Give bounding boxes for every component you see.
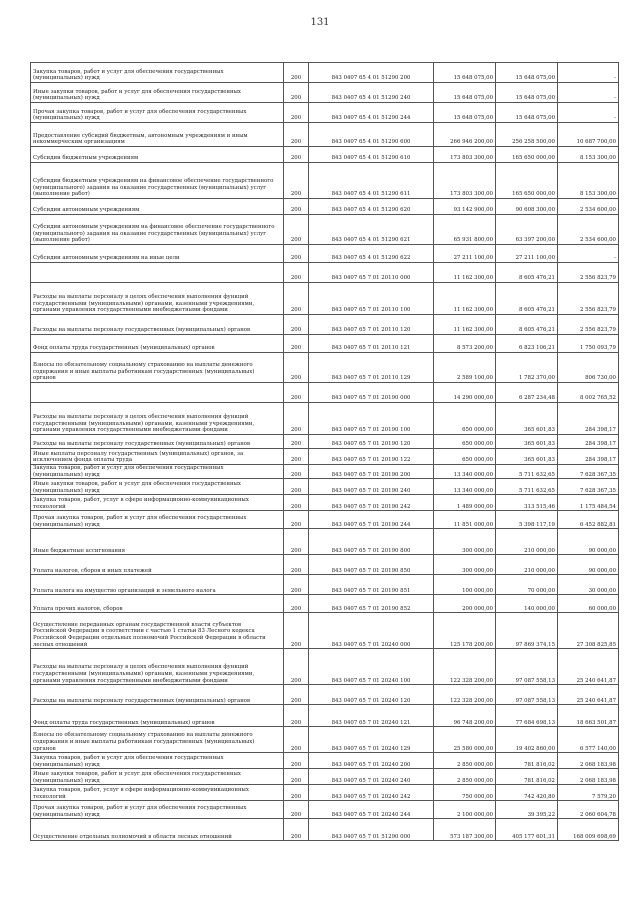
- row-kbk-cell: 843 0407 65 7 01 20190 200: [309, 465, 434, 479]
- row-code-cell: 200: [284, 465, 309, 479]
- row-plan-cell: 25 580 000,00: [434, 727, 496, 753]
- row-code-cell: 200: [284, 215, 309, 245]
- row-rest-cell: 168 009 698,69: [558, 819, 619, 841]
- row-rest-cell: 60 000,00: [558, 595, 619, 613]
- row-code-cell: 200: [284, 705, 309, 727]
- row-name-cell: Субсидии бюджетным учреждениям на финансовое обеспечение государственного (муниципального) задания на оказание государственных (муниципальных) услуг (выполнение работ): [31, 163, 284, 199]
- table-row: [31, 163, 619, 199]
- row-kbk-cell: 843 0407 65 4 01 51290 622: [309, 245, 434, 263]
- row-fact-cell: 781 816,02: [496, 753, 558, 769]
- row-name-cell: Уплата прочих налогов, сборов: [31, 595, 284, 613]
- row-rest-cell: 7 579,20: [558, 785, 619, 801]
- table-row: [31, 495, 619, 511]
- row-fact-cell: 15 648 075,00: [496, 103, 558, 123]
- row-fact-cell: 256 258 500,00: [496, 123, 558, 147]
- row-fact-cell: 97 087 558,13: [496, 685, 558, 705]
- row-code-cell: 200: [284, 263, 309, 283]
- table-row: [31, 83, 619, 103]
- table-row: [31, 479, 619, 495]
- row-fact-cell: 5 398 117,19: [496, 511, 558, 529]
- row-name-cell: Взносы по обязательному социальному страхованию на выплаты денежного содержания и иные выплаты работникам государственных (муниципальных) органов: [31, 353, 284, 383]
- row-fact-cell: 313 515,46: [496, 495, 558, 511]
- table-row: [31, 315, 619, 335]
- row-fact-cell: 781 816,02: [496, 769, 558, 785]
- row-name-cell: Уплата налогов, сборов и иных платежей: [31, 555, 284, 575]
- row-fact-cell: 63 397 200,00: [496, 215, 558, 245]
- row-code-cell: 200: [284, 449, 309, 465]
- table-row: [31, 353, 619, 383]
- row-name-cell: Закупка товаров, работ и услуг для обеспечения государственных (муниципальных) нужд: [31, 753, 284, 769]
- row-rest-cell: 18 663 501,87: [558, 705, 619, 727]
- table-row: [31, 245, 619, 263]
- row-name-cell: Осуществление отдельных полномочий в области лесных отношений: [31, 819, 284, 841]
- row-plan-cell: 266 946 200,00: [434, 123, 496, 147]
- table-row: [31, 335, 619, 353]
- row-name-cell: Расходы на выплаты персоналу государственных (муниципальных) органов: [31, 685, 284, 705]
- row-name-cell: Взносы по обязательному социальному страхованию на выплаты денежного содержания и иные выплаты работникам государственных (муниципальных) органов: [31, 727, 284, 753]
- row-code-cell: 200: [284, 383, 309, 403]
- row-kbk-cell: 843 0407 65 7 01 20240 000: [309, 613, 434, 649]
- row-rest-cell: 90 000,00: [558, 529, 619, 555]
- table-row: [31, 769, 619, 785]
- table-row: [31, 649, 619, 685]
- row-name-cell: Иные закупки товаров, работ и услуг для обеспечения государственных (муниципальных) нужд: [31, 769, 284, 785]
- row-kbk-cell: 843 0407 65 7 01 20240 244: [309, 801, 434, 819]
- row-code-cell: 200: [284, 529, 309, 555]
- row-plan-cell: 65 931 800,00: [434, 215, 496, 245]
- table-row: [31, 435, 619, 449]
- row-name-cell: Иные бюджетные ассигнования: [31, 529, 284, 555]
- row-rest-cell: 7 628 367,35: [558, 465, 619, 479]
- row-kbk-cell: 843 0407 65 7 01 51290 000: [309, 819, 434, 841]
- row-code-cell: 200: [284, 245, 309, 263]
- row-rest-cell: -: [558, 103, 619, 123]
- row-fact-cell: 15 648 075,00: [496, 83, 558, 103]
- table-row: [31, 819, 619, 841]
- table-row: [31, 449, 619, 465]
- row-plan-cell: 573 187 300,00: [434, 819, 496, 841]
- row-kbk-cell: 843 0407 65 7 01 20190 000: [309, 383, 434, 403]
- row-kbk-cell: 843 0407 65 7 01 20190 122: [309, 449, 434, 465]
- table-row: [31, 263, 619, 283]
- row-kbk-cell: 843 0407 65 4 01 51290 620: [309, 199, 434, 215]
- row-rest-cell: 8 153 300,00: [558, 147, 619, 163]
- row-fact-cell: 19 402 860,00: [496, 727, 558, 753]
- table-row: [31, 613, 619, 649]
- row-kbk-cell: 843 0407 65 4 01 51290 240: [309, 83, 434, 103]
- table-row: [31, 685, 619, 705]
- row-rest-cell: 2 556 823,79: [558, 315, 619, 335]
- row-kbk-cell: 843 0407 65 7 01 20110 129: [309, 353, 434, 383]
- row-kbk-cell: 843 0407 65 7 01 20240 200: [309, 753, 434, 769]
- row-kbk-cell: 843 0407 65 7 01 20110 121: [309, 335, 434, 353]
- row-plan-cell: 300 000,00: [434, 555, 496, 575]
- row-plan-cell: 650 000,00: [434, 403, 496, 435]
- row-code-cell: 200: [284, 495, 309, 511]
- page-number: 131: [310, 17, 330, 28]
- row-rest-cell: 10 687 700,00: [558, 123, 619, 147]
- row-kbk-cell: 843 0407 65 7 01 20190 100: [309, 403, 434, 435]
- row-name-cell: Закупка товаров, работ и услуг для обеспечения государственных (муниципальных) нужд: [31, 63, 284, 83]
- row-rest-cell: 8 153 300,00: [558, 163, 619, 199]
- row-plan-cell: 11 162 300,00: [434, 283, 496, 315]
- row-plan-cell: 173 803 300,00: [434, 163, 496, 199]
- row-plan-cell: 11 162 300,00: [434, 263, 496, 283]
- row-fact-cell: 77 684 698,13: [496, 705, 558, 727]
- row-code-cell: 200: [284, 575, 309, 595]
- row-code-cell: 200: [284, 479, 309, 495]
- table-row: [31, 199, 619, 215]
- row-name-cell: [31, 263, 284, 283]
- row-plan-cell: 14 290 000,00: [434, 383, 496, 403]
- row-kbk-cell: 843 0407 65 4 01 51290 610: [309, 147, 434, 163]
- table-row: [31, 403, 619, 435]
- row-code-cell: 200: [284, 785, 309, 801]
- row-fact-cell: 5 711 632,65: [496, 465, 558, 479]
- row-plan-cell: 2 850 000,00: [434, 769, 496, 785]
- table-row: [31, 753, 619, 769]
- row-fact-cell: 6 287 234,48: [496, 383, 558, 403]
- table-row: [31, 103, 619, 123]
- row-fact-cell: 365 601,83: [496, 449, 558, 465]
- row-rest-cell: 6 577 140,00: [558, 727, 619, 753]
- row-rest-cell: 25 240 641,87: [558, 685, 619, 705]
- row-code-cell: 200: [284, 769, 309, 785]
- row-name-cell: Субсидии автономным учреждениям на финансовое обеспечение государственного (муниципального) задания на оказание государственных (муниципальных) услуг (выполнение работ): [31, 215, 284, 245]
- row-kbk-cell: 843 0407 65 7 01 20190 850: [309, 555, 434, 575]
- table-row: [31, 555, 619, 575]
- row-code-cell: 200: [284, 315, 309, 335]
- row-plan-cell: 15 648 075,00: [434, 63, 496, 83]
- row-code-cell: 200: [284, 353, 309, 383]
- row-rest-cell: 8 002 765,52: [558, 383, 619, 403]
- row-rest-cell: 2 060 604,78: [558, 801, 619, 819]
- row-plan-cell: 122 328 200,00: [434, 649, 496, 685]
- row-code-cell: 200: [284, 123, 309, 147]
- row-fact-cell: 15 648 075,00: [496, 63, 558, 83]
- row-rest-cell: 284 398,17: [558, 435, 619, 449]
- row-code-cell: 200: [284, 335, 309, 353]
- row-code-cell: 200: [284, 685, 309, 705]
- row-name-cell: Закупка товаров, работ и услуг для обеспечения государственных (муниципальных) нужд: [31, 465, 284, 479]
- row-rest-cell: 284 398,17: [558, 449, 619, 465]
- row-fact-cell: 405 177 601,31: [496, 819, 558, 841]
- row-plan-cell: 650 000,00: [434, 435, 496, 449]
- row-rest-cell: 30 000,00: [558, 575, 619, 595]
- row-code-cell: 200: [284, 403, 309, 435]
- row-plan-cell: 2 589 100,00: [434, 353, 496, 383]
- report-table-body: [31, 63, 619, 841]
- row-name-cell: Иные закупки товаров, работ и услуг для обеспечения государственных (муниципальных) нужд: [31, 479, 284, 495]
- row-kbk-cell: 843 0407 65 7 01 20240 121: [309, 705, 434, 727]
- row-name-cell: Фонд оплаты труда государственных (муниципальных) органов: [31, 705, 284, 727]
- row-code-cell: 200: [284, 83, 309, 103]
- row-fact-cell: 742 420,80: [496, 785, 558, 801]
- row-rest-cell: -: [558, 245, 619, 263]
- row-code-cell: 200: [284, 511, 309, 529]
- table-row: [31, 785, 619, 801]
- table-row: [31, 727, 619, 753]
- row-plan-cell: 15 648 075,00: [434, 103, 496, 123]
- row-kbk-cell: 843 0407 65 7 01 20190 240: [309, 479, 434, 495]
- row-rest-cell: -: [558, 63, 619, 83]
- row-kbk-cell: 843 0407 65 7 01 20240 242: [309, 785, 434, 801]
- row-kbk-cell: 843 0407 65 7 01 20190 851: [309, 575, 434, 595]
- row-fact-cell: 6 823 106,21: [496, 335, 558, 353]
- row-fact-cell: 90 608 300,00: [496, 199, 558, 215]
- row-kbk-cell: 843 0407 65 7 01 20190 800: [309, 529, 434, 555]
- row-fact-cell: 27 211 100,00: [496, 245, 558, 263]
- table-row: [31, 63, 619, 83]
- table-row: [31, 575, 619, 595]
- row-fact-cell: 165 650 000,00: [496, 163, 558, 199]
- row-code-cell: 200: [284, 199, 309, 215]
- row-code-cell: 200: [284, 613, 309, 649]
- row-fact-cell: 97 087 558,13: [496, 649, 558, 685]
- row-name-cell: Осуществление переданных органам государственной власти субъектов Российской Федерации в соответствии с частью 1 статьи 83 Лесного кодекса Российской Федерации отдельных полномочий Российской Федерации в области лесных отношений: [31, 613, 284, 649]
- row-fact-cell: 5 711 632,65: [496, 479, 558, 495]
- table-row: [31, 511, 619, 529]
- row-plan-cell: 173 803 300,00: [434, 147, 496, 163]
- row-kbk-cell: 843 0407 65 4 01 51290 200: [309, 63, 434, 83]
- table-row: [31, 283, 619, 315]
- row-name-cell: Расходы на выплаты персоналу в целях обеспечения выполнения функций государственными (муниципальными) органами, казенными учреждениями, органами управления государственными внебюджетными фондами: [31, 283, 284, 315]
- table-row: [31, 529, 619, 555]
- row-rest-cell: 27 308 825,85: [558, 613, 619, 649]
- row-kbk-cell: 843 0407 65 7 01 20240 100: [309, 649, 434, 685]
- row-plan-cell: 15 648 075,00: [434, 83, 496, 103]
- row-fact-cell: 210 000,00: [496, 555, 558, 575]
- row-rest-cell: 90 000,00: [558, 555, 619, 575]
- row-fact-cell: 8 605 476,21: [496, 283, 558, 315]
- row-rest-cell: 2 068 183,98: [558, 769, 619, 785]
- row-rest-cell: 1 750 093,79: [558, 335, 619, 353]
- row-name-cell: Субсидии бюджетным учреждениям: [31, 147, 284, 163]
- row-name-cell: Расходы на выплаты персоналу в целях обеспечения выполнения функций государственными (муниципальными) органами, казенными учреждениями, органами управления государственными внебюджетными фондами: [31, 403, 284, 435]
- row-plan-cell: 1 489 000,00: [434, 495, 496, 511]
- table-row: [31, 123, 619, 147]
- row-plan-cell: 13 340 000,00: [434, 465, 496, 479]
- row-code-cell: 200: [284, 283, 309, 315]
- row-plan-cell: 93 142 900,00: [434, 199, 496, 215]
- row-plan-cell: 11 162 300,00: [434, 315, 496, 335]
- row-name-cell: Иные выплаты персоналу государственных (муниципальных) органов, за исключением фонда оплаты труда: [31, 449, 284, 465]
- row-name-cell: Субсидии автономным учреждениям на иные цели: [31, 245, 284, 263]
- row-plan-cell: 125 178 200,00: [434, 613, 496, 649]
- row-rest-cell: 1 175 484,54: [558, 495, 619, 511]
- row-code-cell: 200: [284, 649, 309, 685]
- row-plan-cell: 750 000,00: [434, 785, 496, 801]
- row-plan-cell: 650 000,00: [434, 449, 496, 465]
- row-kbk-cell: 843 0407 65 4 01 51290 244: [309, 103, 434, 123]
- table-row: [31, 801, 619, 819]
- row-fact-cell: 39 395,22: [496, 801, 558, 819]
- row-fact-cell: 365 601,83: [496, 403, 558, 435]
- row-name-cell: Расходы на выплаты персоналу государственных (муниципальных) органов: [31, 315, 284, 335]
- table-row: [31, 465, 619, 479]
- row-code-cell: 200: [284, 753, 309, 769]
- row-kbk-cell: 843 0407 65 7 01 20190 852: [309, 595, 434, 613]
- row-name-cell: Фонд оплаты труда государственных (муниципальных) органов: [31, 335, 284, 353]
- row-kbk-cell: 843 0407 65 7 01 20110 120: [309, 315, 434, 335]
- row-kbk-cell: 843 0407 65 4 01 51290 621: [309, 215, 434, 245]
- row-code-cell: 200: [284, 727, 309, 753]
- row-code-cell: 200: [284, 103, 309, 123]
- row-rest-cell: -: [558, 83, 619, 103]
- row-rest-cell: 2 556 823,79: [558, 263, 619, 283]
- row-fact-cell: 365 601,83: [496, 435, 558, 449]
- row-name-cell: [31, 383, 284, 403]
- row-code-cell: 200: [284, 595, 309, 613]
- report-table: [30, 62, 619, 841]
- row-rest-cell: 284 398,17: [558, 403, 619, 435]
- row-plan-cell: 100 000,00: [434, 575, 496, 595]
- row-kbk-cell: 843 0407 65 4 01 51290 611: [309, 163, 434, 199]
- row-plan-cell: 27 211 100,00: [434, 245, 496, 263]
- row-name-cell: Расходы на выплаты персоналу государственных (муниципальных) органов: [31, 435, 284, 449]
- row-plan-cell: 300 000,00: [434, 529, 496, 555]
- row-code-cell: 200: [284, 147, 309, 163]
- row-kbk-cell: 843 0407 65 4 01 51290 600: [309, 123, 434, 147]
- row-plan-cell: 2 100 000,00: [434, 801, 496, 819]
- row-plan-cell: 8 573 200,00: [434, 335, 496, 353]
- table-row: [31, 383, 619, 403]
- row-kbk-cell: 843 0407 65 7 01 20190 244: [309, 511, 434, 529]
- row-fact-cell: 1 782 370,00: [496, 353, 558, 383]
- table-row: [31, 147, 619, 163]
- row-plan-cell: 122 328 200,00: [434, 685, 496, 705]
- row-code-cell: 200: [284, 801, 309, 819]
- row-name-cell: Прочая закупка товаров, работ и услуг для обеспечения государственных (муниципальных) нужд: [31, 103, 284, 123]
- row-rest-cell: 7 628 367,35: [558, 479, 619, 495]
- row-code-cell: 200: [284, 555, 309, 575]
- row-plan-cell: 11 851 000,00: [434, 511, 496, 529]
- row-rest-cell: 25 240 641,87: [558, 649, 619, 685]
- row-rest-cell: 2 534 600,00: [558, 215, 619, 245]
- row-code-cell: 200: [284, 819, 309, 841]
- row-fact-cell: 210 000,00: [496, 529, 558, 555]
- row-fact-cell: 8 605 476,21: [496, 263, 558, 283]
- row-code-cell: 200: [284, 163, 309, 199]
- row-name-cell: Расходы на выплаты персоналу в целях обеспечения выполнения функций государственными (муниципальными) органами, казенными учреждениями, органами управления государственными внебюджетными фондами: [31, 649, 284, 685]
- row-plan-cell: 96 748 200,00: [434, 705, 496, 727]
- row-plan-cell: 13 340 000,00: [434, 479, 496, 495]
- row-kbk-cell: 843 0407 65 7 01 20240 120: [309, 685, 434, 705]
- row-fact-cell: 8 605 476,21: [496, 315, 558, 335]
- row-rest-cell: 6 452 882,81: [558, 511, 619, 529]
- row-kbk-cell: 843 0407 65 7 01 20190 242: [309, 495, 434, 511]
- row-plan-cell: 2 850 000,00: [434, 753, 496, 769]
- row-rest-cell: 2 534 600,00: [558, 199, 619, 215]
- table-row: [31, 705, 619, 727]
- row-code-cell: 200: [284, 435, 309, 449]
- row-rest-cell: 2 556 823,79: [558, 283, 619, 315]
- row-fact-cell: 140 000,00: [496, 595, 558, 613]
- row-rest-cell: 2 068 183,98: [558, 753, 619, 769]
- row-rest-cell: 806 730,00: [558, 353, 619, 383]
- row-plan-cell: 200 000,00: [434, 595, 496, 613]
- row-kbk-cell: 843 0407 65 7 01 20110 000: [309, 263, 434, 283]
- table-row: [31, 595, 619, 613]
- row-kbk-cell: 843 0407 65 7 01 20110 100: [309, 283, 434, 315]
- row-name-cell: Закупка товаров, работ, услуг в сфере информационно-коммуникационных технологий: [31, 495, 284, 511]
- row-fact-cell: 97 869 374,15: [496, 613, 558, 649]
- row-name-cell: Предоставление субсидий бюджетным, автономным учреждениям и иным некоммерческим организациям: [31, 123, 284, 147]
- row-name-cell: Закупка товаров, работ, услуг в сфере информационно-коммуникационных технологий: [31, 785, 284, 801]
- row-name-cell: Иные закупки товаров, работ и услуг для обеспечения государственных (муниципальных) нужд: [31, 83, 284, 103]
- row-code-cell: 200: [284, 63, 309, 83]
- row-kbk-cell: 843 0407 65 7 01 20240 129: [309, 727, 434, 753]
- row-name-cell: Субсидии автономным учреждениям: [31, 199, 284, 215]
- table-row: [31, 215, 619, 245]
- row-fact-cell: 70 000,00: [496, 575, 558, 595]
- row-name-cell: Прочая закупка товаров, работ и услуг для обеспечения государственных (муниципальных) нужд: [31, 511, 284, 529]
- row-fact-cell: 165 650 000,00: [496, 147, 558, 163]
- row-name-cell: Уплата налога на имущество организаций и земельного налога: [31, 575, 284, 595]
- row-kbk-cell: 843 0407 65 7 01 20190 120: [309, 435, 434, 449]
- row-kbk-cell: 843 0407 65 7 01 20240 240: [309, 769, 434, 785]
- row-name-cell: Прочая закупка товаров, работ и услуг для обеспечения государственных (муниципальных) нужд: [31, 801, 284, 819]
